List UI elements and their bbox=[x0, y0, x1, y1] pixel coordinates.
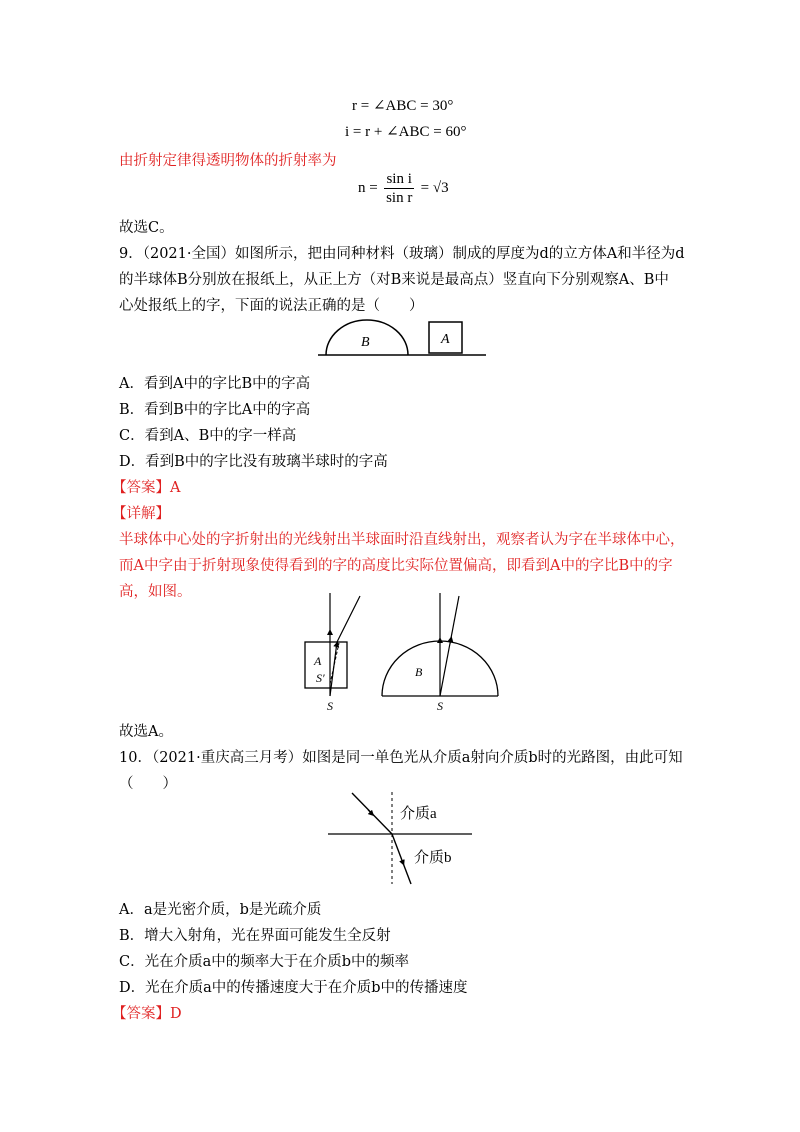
q10-answer-value: D bbox=[170, 1006, 182, 1022]
q10-answer-label: 【答案】 bbox=[112, 1006, 170, 1022]
q10-option-d: D．光在介质a中的传播速度大于在介质b中的传播速度 bbox=[119, 980, 468, 996]
q9-option-b: B．看到B中的字比A中的字高 bbox=[119, 402, 311, 418]
fig2-label-b: B bbox=[415, 665, 423, 679]
equation-i: i = r + ∠ABC = 60° bbox=[345, 124, 467, 140]
q9-stem-line2: 的半球体B分别放在报纸上，从正上方（对B来说是最高点）竖直向下分别观察A、B中 bbox=[119, 272, 669, 288]
q10-option-c: C．光在介质a中的频率大于在介质b中的频率 bbox=[119, 954, 410, 970]
fig2-label-a: A bbox=[314, 654, 322, 668]
answer-label: 【答案】 bbox=[112, 480, 170, 496]
q9-detail-line3: 高，如图。 bbox=[119, 584, 192, 600]
refracted-ray-a bbox=[330, 596, 360, 696]
refraction-law-text: 由折射定律得透明物体的折射率为 bbox=[119, 153, 337, 169]
equation-r: r = ∠ABC = 30° bbox=[352, 98, 454, 114]
cube-a-outline bbox=[305, 642, 347, 688]
fig2-label-s-prime: S′ bbox=[316, 671, 325, 685]
q9-option-c: C．看到A、B中的字一样高 bbox=[119, 428, 297, 444]
q10-figure bbox=[326, 790, 474, 886]
prev-choose: 故选C。 bbox=[119, 220, 174, 236]
medium-a-label: 介质a bbox=[400, 806, 437, 822]
fraction bbox=[384, 170, 413, 207]
q10-stem-line1: 10．（2021·重庆高三月考）如图是同一单色光从介质a射向介质b时的光路图，由此可知 bbox=[119, 750, 683, 766]
label-a: A bbox=[441, 332, 450, 347]
q9-option-a: A．看到A中的字比B中的字高 bbox=[119, 376, 311, 392]
medium-b-label: 介质b bbox=[414, 850, 452, 866]
label-b: B bbox=[361, 335, 370, 350]
q10-option-a: A．a是光密介质，b是光疏介质 bbox=[119, 902, 322, 918]
q9-detail-line2: 而A中字由于折射现象使得看到的字的高度比实际位置偏高，即看到A中的字比B中的字 bbox=[119, 558, 673, 574]
fig2-label-s2: S bbox=[437, 699, 443, 713]
equation-n-rhs: = √3 bbox=[420, 179, 449, 196]
q9-detail-line1: 半球体中心处的字折射出的光线射出半球面时沿直线射出，观察者认为字在半球体中心， bbox=[119, 532, 685, 548]
equation-n-lhs: n = bbox=[358, 179, 378, 196]
fraction-numerator: sin i bbox=[386, 171, 412, 187]
fraction-denominator: sin r bbox=[386, 190, 413, 206]
fig2-label-s1: S bbox=[327, 699, 333, 713]
q9-option-d: D．看到B中的字比没有玻璃半球时的字高 bbox=[119, 454, 388, 470]
q9-stem-line1: 9．（2021·全国）如图所示，把由同种材料（玻璃）制成的厚度为d的立方体A和半径为d bbox=[119, 246, 685, 262]
q9-choose: 故选A。 bbox=[119, 724, 173, 740]
q10-answer bbox=[112, 1002, 182, 1023]
equation-n bbox=[358, 170, 449, 207]
slanted-ray-b bbox=[440, 596, 459, 696]
answer-value: A bbox=[170, 480, 181, 496]
q9-detail-label: 【详解】 bbox=[112, 506, 170, 522]
q9-figure bbox=[316, 314, 488, 358]
q9-refraction-figure bbox=[296, 588, 508, 718]
q10-stem-line2: （ ） bbox=[119, 776, 177, 792]
q10-option-b: B．增大入射角，光在界面可能发生全反射 bbox=[119, 928, 391, 944]
virtual-ray bbox=[330, 643, 339, 684]
q9-stem-line3: 心处报纸上的字，下面的说法正确的是（ ） bbox=[119, 298, 424, 314]
q9-answer bbox=[112, 476, 180, 497]
